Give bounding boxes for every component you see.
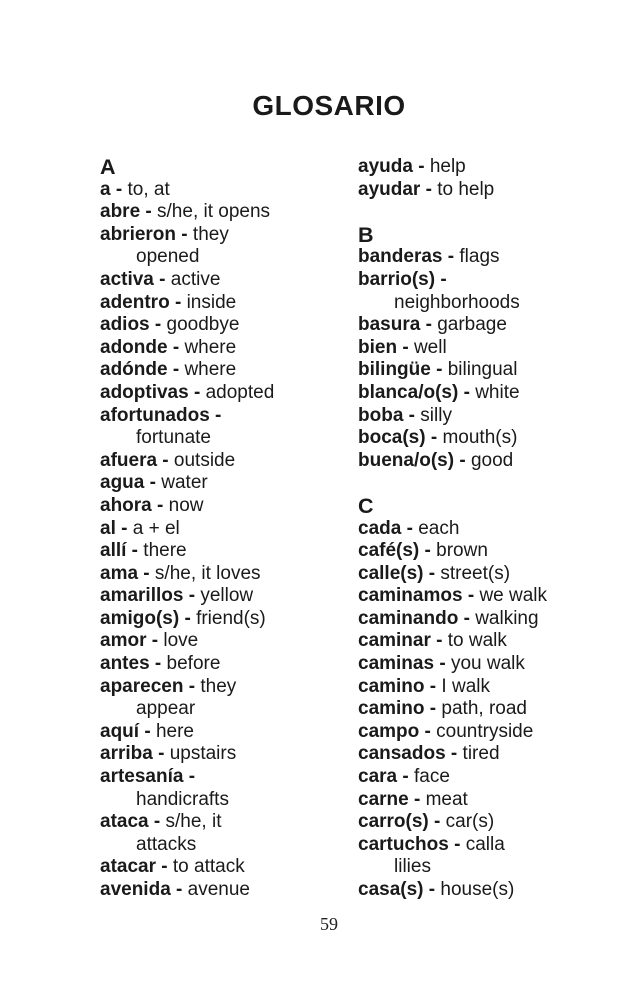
glossary-entry	[100, 879, 358, 902]
entry-separator: -	[126, 540, 144, 562]
entry-definition: friend(s)	[196, 607, 266, 629]
glossary-entry	[358, 879, 600, 902]
entry-definition: where	[184, 336, 237, 358]
entry-definition: garbage	[437, 314, 507, 336]
glossary-entry	[358, 405, 600, 428]
entry-separator: -	[188, 381, 206, 403]
entry-term: aquí	[100, 720, 140, 742]
glossary-entry	[100, 540, 358, 563]
entry-definition: adopted	[205, 381, 275, 403]
glossary-entry-continuation: handicrafts	[136, 788, 229, 810]
entry-definition: to attack	[172, 856, 245, 878]
entry-term: blanca/o(s)	[358, 381, 459, 403]
entry-definition: s/he, it loves	[154, 562, 261, 584]
glossary-entry-continuation: neighborhoods	[394, 291, 520, 313]
glossary-entry-continuation: fortunate	[136, 427, 211, 449]
entry-separator: -	[146, 630, 164, 652]
entry-definition: yellow	[200, 585, 254, 607]
entry-definition: mouth(s)	[442, 427, 518, 449]
entry-term: banderas	[358, 246, 443, 268]
entry-term: activa	[100, 268, 154, 290]
entry-definition: s/he, it opens	[157, 201, 271, 223]
entry-term: abrieron	[100, 223, 177, 245]
entry-separator: -	[420, 178, 438, 200]
entry-separator: -	[419, 540, 437, 562]
entry-separator: -	[152, 743, 170, 765]
glossary-section	[358, 156, 600, 201]
entry-separator: -	[148, 811, 166, 833]
page-title: GLOSARIO	[252, 90, 406, 121]
entry-separator: -	[419, 720, 437, 742]
entry-term: adónde	[100, 359, 168, 381]
entry-definition: tired	[462, 743, 500, 765]
entry-term: ama	[100, 562, 139, 584]
entry-term: caminando	[358, 607, 459, 629]
glossary-entry	[100, 224, 358, 247]
entry-term: artesanía	[100, 766, 184, 788]
entry-term: ataca	[100, 811, 149, 833]
entry-term: adios	[100, 314, 150, 336]
entry-definition: a + el	[132, 517, 180, 539]
glossary-entry	[358, 698, 600, 721]
glossary-entry	[358, 834, 600, 857]
entry-term: allí	[100, 540, 127, 562]
entry-term: basura	[358, 314, 421, 336]
glossary-entry	[358, 585, 600, 608]
glossary-entry	[358, 653, 600, 676]
entry-term: aparecen	[100, 675, 184, 697]
entry-term: caminamos	[358, 585, 463, 607]
glossary-entry	[358, 630, 600, 653]
glossary-entry	[100, 811, 358, 834]
entry-definition: we walk	[479, 585, 548, 607]
entry-definition: bilingual	[447, 359, 518, 381]
entry-term: barrio(s)	[358, 268, 436, 290]
entry-term: calle(s)	[358, 562, 424, 584]
entry-definition: each	[418, 517, 460, 539]
glossary-entry	[100, 314, 358, 337]
page-number: 59	[320, 914, 338, 934]
entry-definition: there	[143, 540, 187, 562]
entry-definition: now	[168, 494, 204, 516]
entry-term: casa(s)	[358, 879, 424, 900]
entry-separator: -	[403, 404, 421, 426]
glossary-entry	[358, 789, 600, 812]
glossary-entry	[100, 337, 358, 360]
entry-separator: -	[138, 562, 155, 584]
section-letter-heading: C	[358, 493, 374, 518]
entry-definition: car(s)	[445, 811, 495, 833]
entry-separator: -	[149, 314, 167, 336]
glossary-section-b	[358, 224, 600, 473]
entry-term: camino	[358, 698, 425, 720]
entry-term: ahora	[100, 494, 152, 516]
entry-definition: good	[470, 449, 514, 471]
entry-separator: -	[445, 743, 463, 765]
entry-separator: -	[423, 879, 441, 900]
glossary-column-left	[100, 156, 358, 902]
entry-term: caminas	[358, 653, 435, 675]
entry-definition: they	[192, 223, 229, 245]
entry-definition: to walk	[447, 630, 507, 652]
entry-term: cada	[358, 517, 402, 539]
glossary-entry	[358, 450, 600, 473]
entry-definition: flags	[459, 246, 500, 268]
glossary-entry	[358, 314, 600, 337]
glossary-columns	[100, 156, 600, 902]
glossary-entry	[100, 563, 358, 586]
entry-term: cartuchos	[358, 833, 449, 855]
entry-definition: before	[166, 653, 221, 675]
entry-term: arriba	[100, 743, 153, 765]
entry-separator: -	[454, 449, 471, 471]
entry-separator: -	[424, 675, 442, 697]
glossary-entry	[358, 518, 600, 541]
entry-separator: -	[209, 404, 222, 426]
entry-separator: -	[430, 630, 448, 652]
glossary-entry	[358, 382, 600, 405]
glossary-section-c	[358, 495, 600, 902]
entry-definition: face	[414, 766, 450, 788]
entry-term: adoptivas	[100, 381, 189, 403]
entry-definition: brown	[436, 540, 488, 562]
entry-definition: outside	[173, 449, 236, 471]
entry-definition: s/he, it	[165, 811, 222, 833]
entry-separator: -	[179, 607, 197, 629]
section-letter-heading: A	[100, 155, 116, 179]
glossary-entry	[100, 653, 358, 676]
entry-separator: -	[412, 156, 430, 177]
glossary-entry	[358, 743, 600, 766]
entry-definition: well	[413, 336, 447, 358]
entry-definition: they	[200, 675, 237, 697]
entry-definition: to, at	[127, 178, 170, 200]
glossary-column-right	[358, 156, 600, 902]
entry-term: camino	[358, 675, 425, 697]
glossary-entry	[100, 676, 358, 699]
glossary-entry	[358, 337, 600, 360]
entry-separator: -	[442, 246, 460, 268]
entry-term: amigo(s)	[100, 607, 180, 629]
section-letter-heading: B	[358, 222, 374, 247]
glossary-entry-continuation: lilies	[394, 856, 431, 878]
entry-separator: -	[423, 562, 441, 584]
entry-term: avenida	[100, 879, 171, 900]
entry-definition: countryside	[436, 720, 534, 742]
glossary-entry	[358, 540, 600, 563]
entry-definition: I walk	[441, 675, 490, 697]
entry-definition: where	[184, 359, 237, 381]
entry-separator: -	[156, 856, 173, 878]
entry-term: bien	[358, 336, 398, 358]
entry-definition: water	[161, 472, 208, 494]
entry-term: carro(s)	[358, 811, 429, 833]
glossary-entry	[100, 450, 358, 473]
entry-definition: street(s)	[440, 562, 511, 584]
glossary-entry-continuation: attacks	[136, 833, 197, 855]
glossary-entry	[358, 427, 600, 450]
entry-separator: -	[183, 675, 201, 697]
glossary-entry	[100, 585, 358, 608]
entry-term: a	[100, 178, 111, 200]
entry-term: cara	[358, 766, 398, 788]
entry-term: adentro	[100, 291, 170, 313]
entry-definition: inside	[186, 291, 237, 313]
entry-definition: upstairs	[169, 743, 237, 765]
glossary-entry	[100, 269, 358, 292]
entry-term: caminar	[358, 630, 431, 652]
entry-term: boba	[358, 404, 404, 426]
entry-definition: help	[429, 156, 466, 177]
entry-separator: -	[424, 698, 442, 720]
entry-separator: -	[420, 314, 438, 336]
entry-separator: -	[448, 833, 466, 855]
entry-term: antes	[100, 653, 150, 675]
glossary-entry	[100, 201, 358, 224]
entry-separator: -	[167, 359, 185, 381]
entry-separator: -	[397, 766, 414, 788]
entry-term: carne	[358, 788, 409, 810]
entry-definition: silly	[420, 404, 452, 426]
entry-term: agua	[100, 472, 145, 494]
entry-separator: -	[110, 178, 128, 200]
glossary-entry	[100, 179, 358, 202]
entry-term: buena/o(s)	[358, 449, 455, 471]
entry-definition: house(s)	[440, 879, 515, 900]
entry-term: adonde	[100, 336, 168, 358]
entry-separator: -	[167, 336, 185, 358]
entry-definition: white	[475, 381, 520, 403]
entry-term: boca(s)	[358, 427, 426, 449]
entry-separator: -	[408, 788, 426, 810]
glossary-entry	[358, 811, 600, 834]
entry-separator: -	[425, 427, 443, 449]
entry-term: cansados	[358, 743, 446, 765]
glossary-entry	[100, 743, 358, 766]
entry-separator: -	[139, 720, 156, 742]
entry-term: ayudar	[358, 178, 421, 200]
entry-separator: -	[153, 268, 171, 290]
glossary-entry	[358, 676, 600, 699]
glossary-entry	[100, 518, 358, 541]
entry-term: abre	[100, 201, 141, 223]
glossary-entry	[100, 721, 358, 744]
entry-separator: -	[397, 336, 414, 358]
entry-separator: -	[115, 517, 133, 539]
entry-definition: path, road	[441, 698, 527, 720]
glossary-entry	[100, 608, 358, 631]
entry-term: afuera	[100, 449, 158, 471]
entry-separator: -	[151, 494, 169, 516]
entry-term: amor	[100, 630, 147, 652]
glossary-entry	[100, 495, 358, 518]
glossary-entry	[358, 721, 600, 744]
entry-term: café(s)	[358, 540, 420, 562]
glossary-entry-continuation: appear	[136, 698, 196, 720]
glossary-entry	[100, 359, 358, 382]
glossary-entry	[358, 563, 600, 586]
glossary-entry	[358, 246, 600, 269]
glossary-entry	[358, 179, 600, 202]
entry-definition: calla	[465, 833, 505, 855]
entry-separator: -	[183, 766, 196, 788]
glossary-entry	[358, 156, 600, 179]
glossary-entry	[358, 766, 600, 789]
entry-definition: walking	[475, 607, 539, 629]
glossary-entry	[100, 382, 358, 405]
entry-definition: to help	[437, 178, 495, 200]
entry-separator: -	[140, 201, 158, 223]
entry-separator: -	[144, 472, 162, 494]
glossary-entry	[100, 630, 358, 653]
entry-separator: -	[170, 879, 188, 900]
entry-separator: -	[434, 653, 451, 675]
glossary-entry	[358, 269, 600, 292]
glossary-entry	[100, 472, 358, 495]
entry-separator: -	[169, 291, 187, 313]
entry-term: ayuda	[358, 156, 413, 177]
glossary-entry-continuation: opened	[136, 246, 200, 268]
entry-separator: -	[462, 585, 480, 607]
entry-definition: goodbye	[166, 314, 240, 336]
entry-definition: meat	[425, 788, 468, 810]
glossary-section-a	[100, 156, 358, 902]
entry-separator: -	[183, 585, 201, 607]
entry-definition: avenue	[187, 879, 250, 900]
entry-separator: -	[430, 359, 448, 381]
entry-separator: -	[435, 268, 447, 290]
entry-separator: -	[458, 381, 476, 403]
glossary-entry	[100, 405, 358, 428]
glossary-entry	[100, 766, 358, 789]
entry-definition: active	[170, 268, 221, 290]
entry-term: bilingüe	[358, 359, 431, 381]
entry-term: al	[100, 517, 116, 539]
entry-separator: -	[428, 811, 446, 833]
glossary-entry	[100, 856, 358, 879]
glossary-entry	[358, 608, 600, 631]
entry-term: atacar	[100, 856, 156, 878]
entry-separator: -	[149, 653, 167, 675]
glossary-entry	[100, 292, 358, 315]
entry-term: amarillos	[100, 585, 184, 607]
entry-term: campo	[358, 720, 420, 742]
entry-separator: -	[176, 223, 193, 245]
glossary-entry	[358, 359, 600, 382]
entry-definition: love	[163, 630, 199, 652]
entry-separator: -	[458, 607, 476, 629]
entry-separator: -	[157, 449, 174, 471]
entry-term: afortunados	[100, 404, 210, 426]
entry-definition: you walk	[450, 653, 525, 675]
entry-definition: here	[155, 720, 194, 742]
entry-separator: -	[401, 517, 419, 539]
